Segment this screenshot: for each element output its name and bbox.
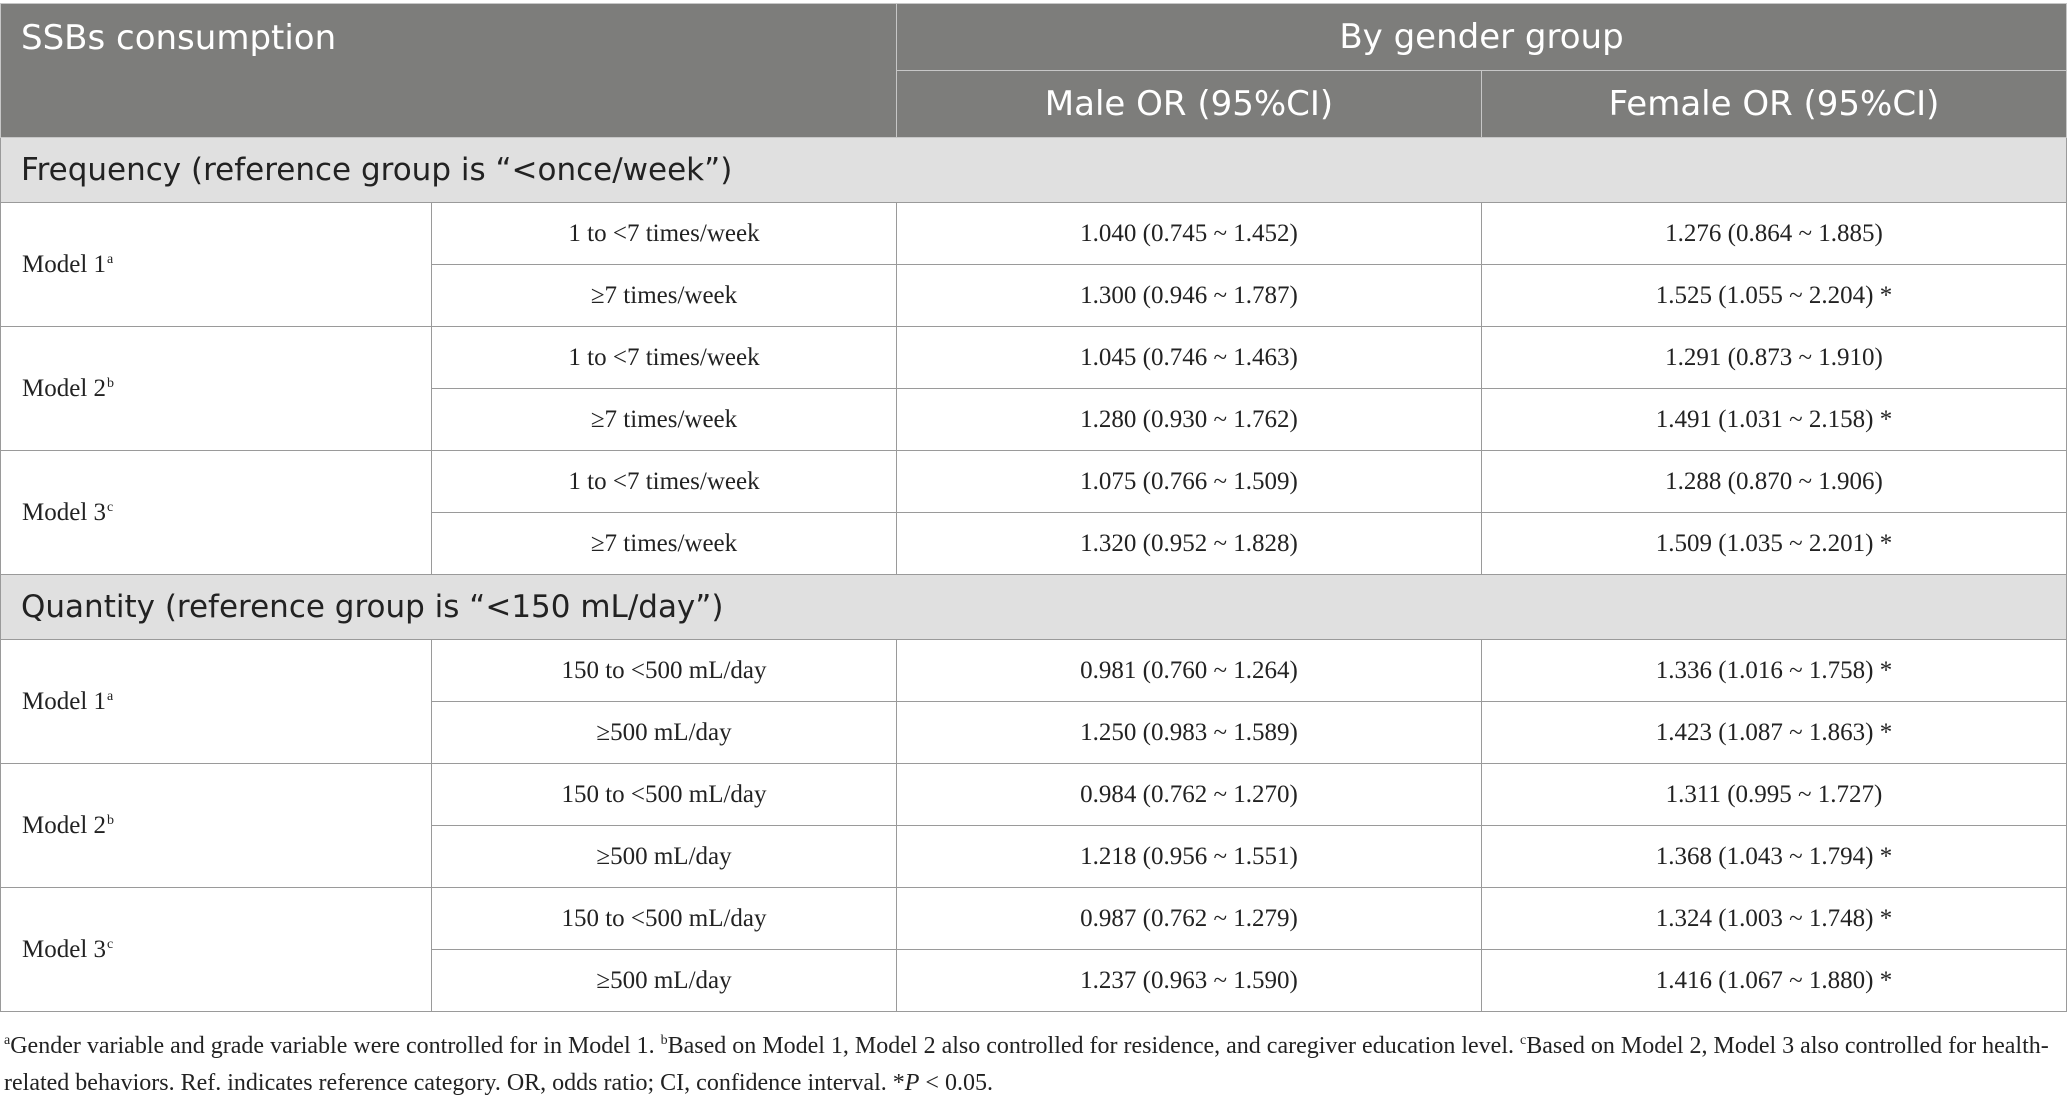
footnote-p: < 0.05. [919, 1070, 993, 1096]
category-cell: ≥7 times/week [432, 513, 897, 575]
male-or-cell: 0.984 (0.762 ~ 1.270) [897, 764, 1482, 826]
header-male-or: Male OR (95%CI) [897, 71, 1482, 138]
footnote-b: Based on Model 1, Model 2 also controlled for residence, and caregiver education level. [667, 1033, 1520, 1059]
table-row [1, 888, 2067, 950]
model-cell [1, 640, 432, 764]
category-cell: ≥7 times/week [432, 389, 897, 451]
section-row [1, 575, 2067, 640]
table-footnote [4, 1022, 2059, 1102]
model-name: Model 2 [22, 374, 107, 402]
female-or-cell: 1.491 (1.031 ~ 2.158) * [1482, 389, 2067, 451]
female-or-cell: 1.368 (1.043 ~ 1.794) * [1482, 826, 2067, 888]
section-row [1, 138, 2067, 203]
male-or-cell: 1.045 (0.746 ~ 1.463) [897, 327, 1482, 389]
male-or-cell: 0.987 (0.762 ~ 1.279) [897, 888, 1482, 950]
header-ssbs-consumption: SSBs consumption [1, 4, 897, 138]
category-cell: ≥500 mL/day [432, 950, 897, 1012]
header-female-or: Female OR (95%CI) [1482, 71, 2067, 138]
table-row [1, 764, 2067, 826]
section-title: Quantity (reference group is “<150 mL/day”) [1, 575, 2067, 640]
female-or-cell: 1.291 (0.873 ~ 1.910) [1482, 327, 2067, 389]
category-cell: 150 to <500 mL/day [432, 640, 897, 702]
header-by-gender-group: By gender group [897, 4, 2067, 71]
model-cell [1, 327, 432, 451]
model-superscript: a [107, 251, 114, 267]
model-name: Model 2 [22, 811, 107, 839]
male-or-cell: 1.075 (0.766 ~ 1.509) [897, 451, 1482, 513]
category-cell: 1 to <7 times/week [432, 327, 897, 389]
table-row [1, 451, 2067, 513]
category-cell: ≥500 mL/day [432, 702, 897, 764]
female-or-cell: 1.525 (1.055 ~ 2.204) * [1482, 265, 2067, 327]
female-or-cell: 1.509 (1.035 ~ 2.201) * [1482, 513, 2067, 575]
category-cell: ≥7 times/week [432, 265, 897, 327]
male-or-cell: 1.320 (0.952 ~ 1.828) [897, 513, 1482, 575]
model-superscript: b [107, 375, 115, 391]
footnote-a: Gender variable and grade variable were controlled for in Model 1. [10, 1033, 661, 1059]
model-name: Model 1 [22, 250, 107, 278]
female-or-cell: 1.423 (1.087 ~ 1.863) * [1482, 702, 2067, 764]
model-cell [1, 888, 432, 1012]
male-or-cell: 1.218 (0.956 ~ 1.551) [897, 826, 1482, 888]
male-or-cell: 1.280 (0.930 ~ 1.762) [897, 389, 1482, 451]
female-or-cell: 1.288 (0.870 ~ 1.906) [1482, 451, 2067, 513]
male-or-cell: 1.250 (0.983 ~ 1.589) [897, 702, 1482, 764]
category-cell: 150 to <500 mL/day [432, 764, 897, 826]
table-row [1, 640, 2067, 702]
footnote-sup-b: b [660, 1033, 668, 1048]
section-title: Frequency (reference group is “<once/week”) [1, 138, 2067, 203]
model-cell [1, 764, 432, 888]
male-or-cell: 1.300 (0.946 ~ 1.787) [897, 265, 1482, 327]
footnote-p-label: P [904, 1070, 920, 1096]
female-or-cell: 1.324 (1.003 ~ 1.748) * [1482, 888, 2067, 950]
model-cell [1, 451, 432, 575]
female-or-cell: 1.416 (1.067 ~ 1.880) * [1482, 950, 2067, 1012]
footnote-c: Based on Model 2, Model 3 also controlled for health-related behaviors. Ref. indicates reference category. OR, odds ratio; CI, confidence interval. * [4, 1033, 2049, 1096]
male-or-cell: 1.040 (0.745 ~ 1.452) [897, 203, 1482, 265]
results-table [0, 3, 2067, 1012]
model-cell [1, 203, 432, 327]
table-row [1, 203, 2067, 265]
category-cell: 1 to <7 times/week [432, 451, 897, 513]
male-or-cell: 0.981 (0.760 ~ 1.264) [897, 640, 1482, 702]
model-superscript: c [107, 499, 114, 515]
model-superscript: b [107, 812, 115, 828]
category-cell: ≥500 mL/day [432, 826, 897, 888]
model-name: Model 3 [22, 498, 107, 526]
model-superscript: a [107, 688, 114, 704]
category-cell: 1 to <7 times/week [432, 203, 897, 265]
female-or-cell: 1.311 (0.995 ~ 1.727) [1482, 764, 2067, 826]
table-row [1, 327, 2067, 389]
footnote-sup-c: c [1519, 1033, 1527, 1048]
model-name: Model 3 [22, 935, 107, 963]
category-cell: 150 to <500 mL/day [432, 888, 897, 950]
female-or-cell: 1.276 (0.864 ~ 1.885) [1482, 203, 2067, 265]
model-name: Model 1 [22, 687, 107, 715]
footnote-sup-a: a [4, 1033, 11, 1048]
female-or-cell: 1.336 (1.016 ~ 1.758) * [1482, 640, 2067, 702]
model-superscript: c [107, 936, 114, 952]
male-or-cell: 1.237 (0.963 ~ 1.590) [897, 950, 1482, 1012]
